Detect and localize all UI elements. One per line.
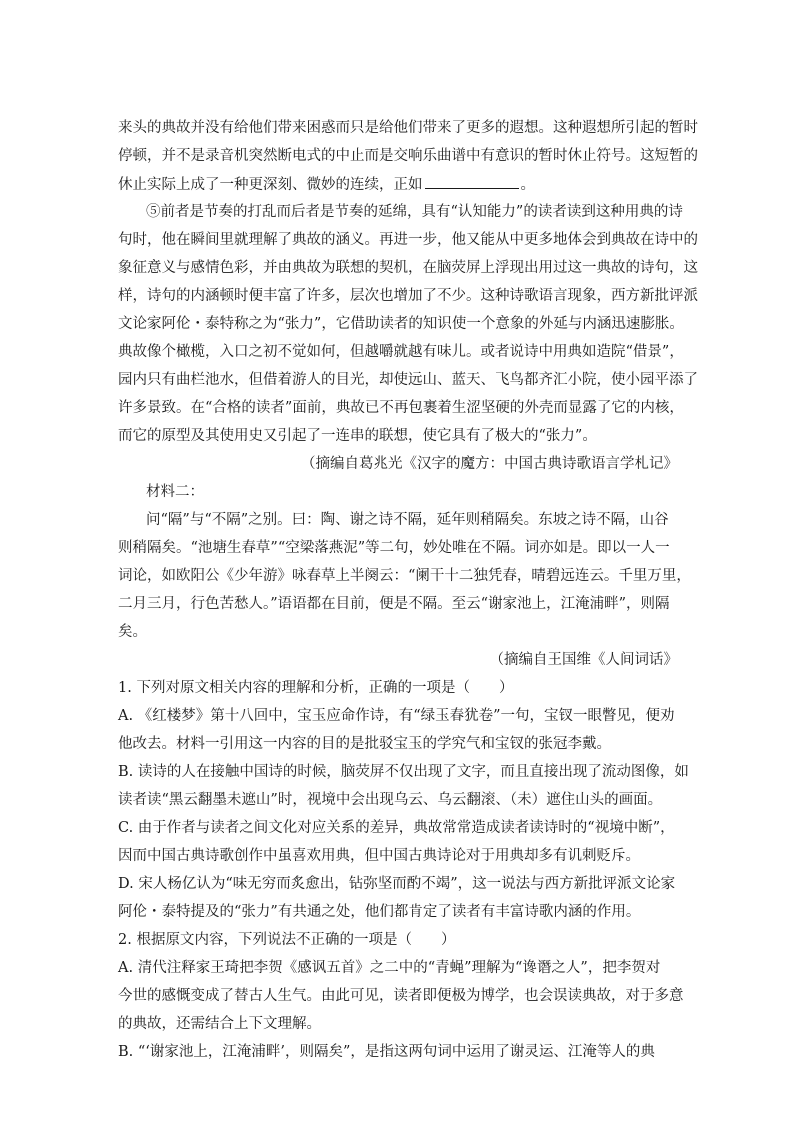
- source-citation: （摘编自王国维《人间词话》: [489, 652, 678, 668]
- paragraph-line: 象征意义与感情色彩，并由典故为联想的契机，在脑荧屏上浮现出用过这一典故的诗句，这: [118, 260, 698, 276]
- text-segment: 休止实际上成了一种更深刻、微妙的连续，正如: [118, 177, 423, 193]
- paragraph-line: 而它的原型及其使用史又引起了一连串的联想，使它具有了极大的“张力”。: [118, 428, 597, 444]
- option-line: D. 宋人杨亿认为“味无穷而炙愈出，钻弥坚而酌不竭”，这一说法与西方新批评派文论家: [118, 876, 676, 892]
- option-line: 读者读“黑云翻墨未遮山”时，视境中会出现乌云、乌云翻滚、（未）遮住山头的画面。: [118, 792, 663, 808]
- question-stem: 1. 下列对原文相关内容的理解和分析，正确的一项是（ ）: [118, 680, 514, 696]
- source-citation: （摘编自葛兆光《汉字的魔方：中国古典诗歌语言学札记》: [301, 456, 678, 472]
- material-line: 二月三月，行色苦愁人。”语语都在目前，便是不隔。至云“谢家池上，江淹浦畔”，则隔: [118, 596, 670, 612]
- paragraph-line: 文论家阿伦・泰特称之为“张力”，它借助读者的知识使一个意象的外延与内涵迅速膨胀。: [118, 316, 684, 332]
- option-line: B. 读诗的人在接触中国诗的时候，脑荧屏不仅出现了文字，而且直接出现了流动图像，如: [118, 764, 689, 780]
- material-line: 词论，如欧阳公《少年游》咏春草上半阕云：“阑干十二独凭春，晴碧远连云。千里万里，: [118, 568, 691, 584]
- material-line: 问“隔”与“不隔”之别。曰：陶、谢之诗不隔，延年则稍隔矣。东坡之诗不隔，山谷: [146, 512, 669, 528]
- text-segment: 。: [520, 177, 535, 193]
- paragraph-line: 园内只有曲栏池水，但借着游人的目光，却使远山、蓝天、飞鸟都齐汇小院，使小园平添了: [118, 372, 698, 388]
- paragraph-line: 许多景致。在“合格的读者”面前，典故已不再包裹着生涩坚硬的外壳而显露了它的内核，: [118, 400, 684, 416]
- option-line: 他改去。材料一引用这一内容的目的是批驳宝玉的学究气和宝钗的张冠李戴。: [118, 736, 611, 752]
- document-page: [118, 114, 698, 1066]
- option-line: 今世的感慨变成了替古人生气。由此可见，读者即便极为博学，也会误读典故，对于多意: [118, 988, 684, 1004]
- material-line: 矣。: [118, 624, 147, 640]
- material-line: 则稍隔矣。“池塘生春草”“空梁落燕泥”等二句，妙处唯在不隔。词亦如是。即以一人一: [118, 540, 670, 556]
- question-stem: 2. 根据原文内容，下列说法不正确的一项是（ ）: [118, 932, 456, 948]
- option-line: A. 清代注释家王琦把李贺《感讽五首》之二中的“青蝇”理解为“谗谮之人”，把李贺对: [118, 960, 661, 976]
- option-line: B. “‘谢家池上，江淹浦畔’，则隔矣”，是指这两句词中运用了谢灵运、江淹等人的典: [118, 1044, 655, 1060]
- option-line: C. 由于作者与读者之间文化对应关系的差异，典故常常造成读者读诗时的“视境中断”，: [118, 820, 675, 836]
- option-line: 阿伦・泰特提及的“张力”有共通之处，他们都肯定了读者有丰富诗歌内涵的作用。: [118, 904, 641, 920]
- paragraph-line: 典故像个橄榄，入口之初不觉如何，但越嚼就越有味儿。或者说诗中用典如造院“借景”，: [118, 344, 684, 360]
- paragraph-line: ⑤前者是节奏的打乱而后者是节奏的延绵，具有“认知能力”的读者读到这种用典的诗: [146, 204, 683, 220]
- paragraph-line: 样，诗句的内涵顿时便丰富了许多，层次也增加了不少。这种诗歌语言现象，西方新批评派: [118, 288, 698, 304]
- option-line: A. 《红楼梦》第十八回中，宝玉应命作诗，有“绿玉春犹卷”一句，宝钗一眼瞥见，便劝: [118, 708, 675, 724]
- fill-in-blank: [425, 170, 519, 189]
- paragraph-line: 句时，他在瞬间里就理解了典故的涵义。再进一步，他又能从中更多地体会到典故在诗中的: [118, 232, 698, 248]
- material-heading: 材料二：: [146, 484, 204, 500]
- text-line: 来头的典故并没有给他们带来困惑而只是给他们带来了更多的遐想。这种遐想所引起的暂时: [118, 120, 698, 136]
- option-line: 的典故，还需结合上下文理解。: [118, 1016, 321, 1032]
- text-line: 停顿，并不是录音机突然断电式的中止而是交响乐曲谱中有意识的暂时休止符号。这短暂的: [118, 148, 698, 164]
- text-line-with-blank: [118, 170, 678, 198]
- option-line: 因而中国古典诗歌创作中虽喜欢用典，但中国古典诗论对于用典却多有讥刺贬斥。: [118, 848, 640, 864]
